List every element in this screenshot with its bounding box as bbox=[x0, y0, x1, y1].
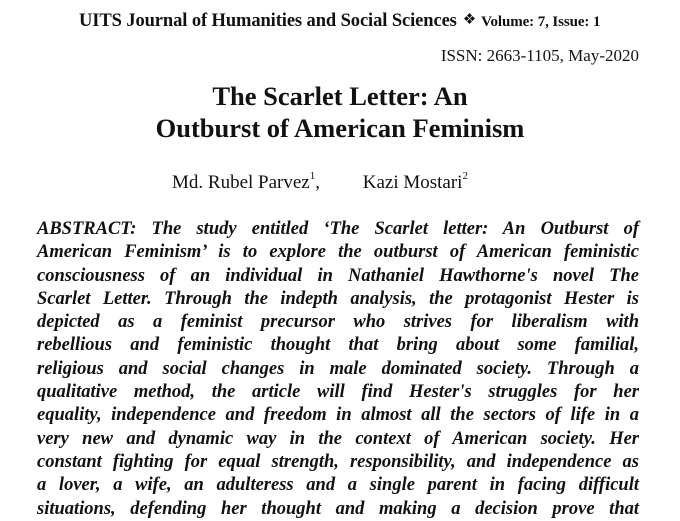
author-2 bbox=[363, 172, 468, 193]
abstract-line: rebellious and feministic thought that bring about some familial, bbox=[37, 335, 639, 356]
author-list bbox=[172, 172, 468, 194]
author-name: Md. Rubel Parvez bbox=[172, 172, 310, 194]
volume-issue: Volume: 7, Issue: 1 bbox=[481, 14, 601, 30]
abstract-line: constant fighting for equal strength, responsibility, and independence as bbox=[37, 451, 639, 472]
abstract-line: Scarlet Letter. Through the indepth analysis, the protagonist Hester is bbox=[37, 288, 639, 309]
abstract-line: equality, independence and freedom in almost all the sectors of life in a bbox=[37, 405, 639, 426]
abstract-line: American Feminism’ is to explore the outburst of American feministic bbox=[37, 242, 639, 263]
author-name: Kazi Mostari bbox=[362, 172, 463, 194]
title-line-2: Outburst of American Feminism bbox=[155, 113, 525, 143]
abstract-line: depicted as a feminist precursor who strives for liberalism with bbox=[37, 312, 639, 333]
abstract-line: consciousness of an individual in Nathaniel Hawthorne's novel The bbox=[37, 265, 639, 286]
abstract-line: qualitative method, the article will find Hester's struggles for her bbox=[37, 382, 639, 403]
journal-name: UITS Journal of Humanities and Social Sciences bbox=[79, 11, 457, 31]
author-separator: , bbox=[315, 172, 320, 194]
abstract-line: ABSTRACT: The study entitled ‘The Scarlet letter: An Outburst of bbox=[37, 219, 639, 239]
paper-title bbox=[0, 80, 680, 144]
author-affiliation-mark: 2 bbox=[462, 170, 468, 182]
abstract-line: a lover, a wife, an adulteress and a single parent in facing difficult bbox=[37, 475, 639, 496]
title-line-1: The Scarlet Letter: An bbox=[212, 81, 468, 111]
journal-header bbox=[79, 11, 649, 32]
abstract-line: very new and dynamic way in the context of American society. Her bbox=[37, 428, 639, 449]
abstract-line: religious and social changes in male dominated society. Through a bbox=[37, 358, 639, 379]
author-affiliation-mark: 1 bbox=[309, 170, 316, 182]
author-1 bbox=[172, 172, 320, 193]
issn-date: ISSN: 2663-1105, May-2020 bbox=[440, 46, 639, 65]
abstract-line: situations, defending her thought and making a decision prove that bbox=[37, 498, 639, 519]
diamond-separator-icon: ❖ bbox=[462, 12, 477, 28]
abstract bbox=[37, 218, 639, 521]
